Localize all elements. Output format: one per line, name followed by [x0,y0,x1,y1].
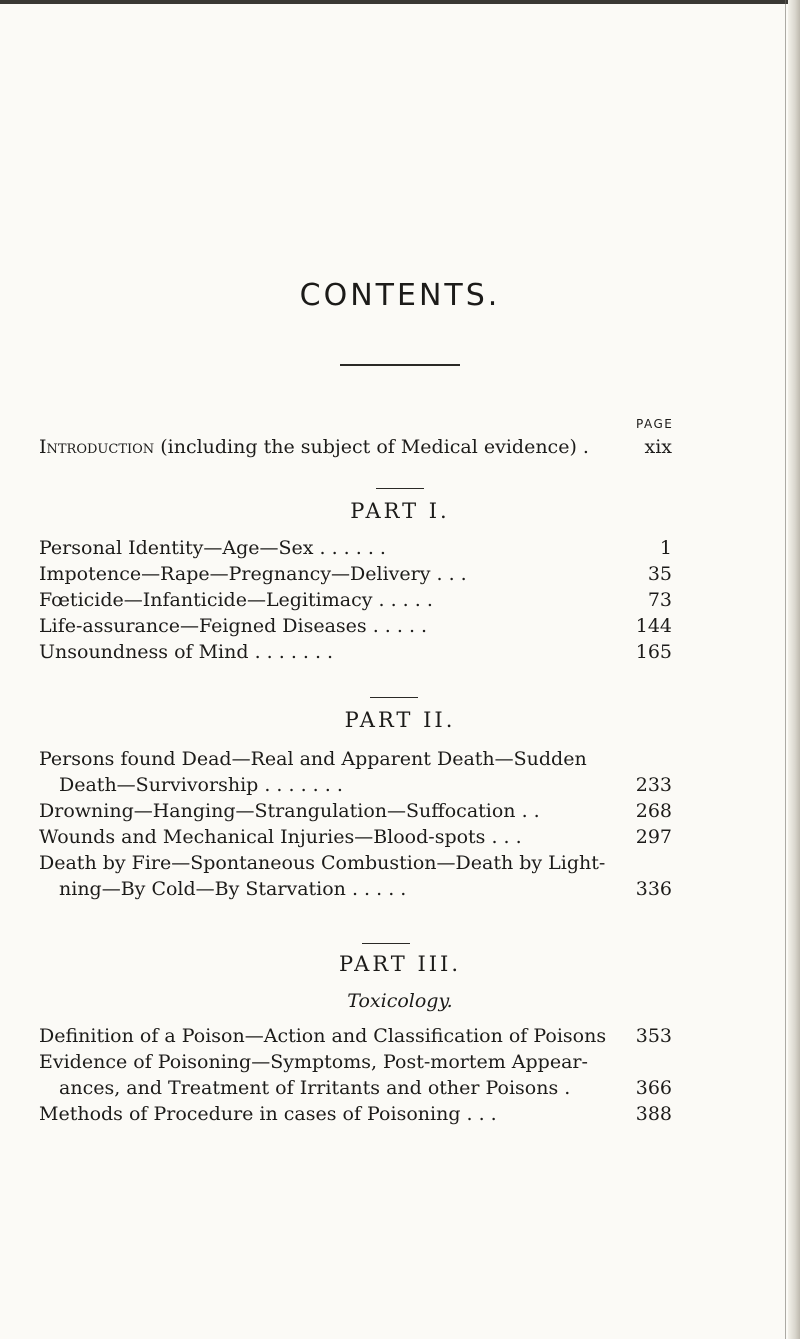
entry-text: Personal Identity—Age—Sex . . . . . . [39,537,386,559]
entry-text: Wounds and Mechanical Injuries—Blood-spots . . . [39,826,522,848]
entry-page: 1 [659,537,672,559]
page-title: CONTENTS. [299,278,501,313]
entry-text: Impotence—Rape—Pregnancy—Delivery . . . [39,563,467,585]
entry-page: 353 [635,1025,672,1047]
section-rule [362,943,410,944]
entry-page: 73 [647,589,672,611]
entry-page: 35 [647,563,672,585]
page-top-edge [0,0,800,4]
entry-text: Methods of Procedure in cases of Poisoning . . . [39,1103,497,1125]
entry-page: 388 [635,1103,672,1125]
section-rule [376,488,424,489]
page-gutter-line [785,0,786,1339]
entry-text: Persons found Dead—Real and Apparent Death—Sudden [39,748,587,770]
entry-page: 165 [635,641,672,663]
entry-text: Fœticide—Infanticide—Legitimacy . . . . . [39,589,433,611]
entry-page: 297 [635,826,672,848]
part-heading: PART I. [350,499,450,523]
section-rule [370,697,418,698]
part-subheading: Toxicology. [347,990,453,1012]
entry-text: Unsoundness of Mind . . . . . . . [39,641,334,663]
entry-text: Death—Survivorship . . . . . . . [59,774,343,796]
title-rule [340,364,460,366]
entry-page: 366 [635,1077,672,1099]
entry-text: ances, and Treatment of Irritants and other Poisons . [59,1077,571,1099]
page-column-header: PAGE [636,417,674,431]
entry-text: Definition of a Poison—Action and Classification of Poisons [39,1025,607,1047]
entry-page: 268 [635,800,672,822]
entry-page: xix [644,436,672,458]
entry-text: ning—By Cold—By Starvation . . . . . [59,878,407,900]
entry-text: Death by Fire—Spontaneous Combustion—Death by Light- [39,852,606,874]
entry-text: Life-assurance—Feigned Diseases . . . . . [39,615,428,637]
entry-page: 336 [635,878,672,900]
page-right-edge [788,0,800,1339]
entry-page: 144 [635,615,672,637]
entry-page: 233 [635,774,672,796]
part-heading: PART III. [338,952,462,976]
entry-text: Introduction (including the subject of Medical evidence) . [39,436,589,458]
entry-text: Drowning—Hanging—Strangulation—Suffocation . . [39,800,540,822]
part-heading: PART II. [344,708,456,732]
entry-text: Evidence of Poisoning—Symptoms, Post-mortem Appear- [39,1051,588,1073]
